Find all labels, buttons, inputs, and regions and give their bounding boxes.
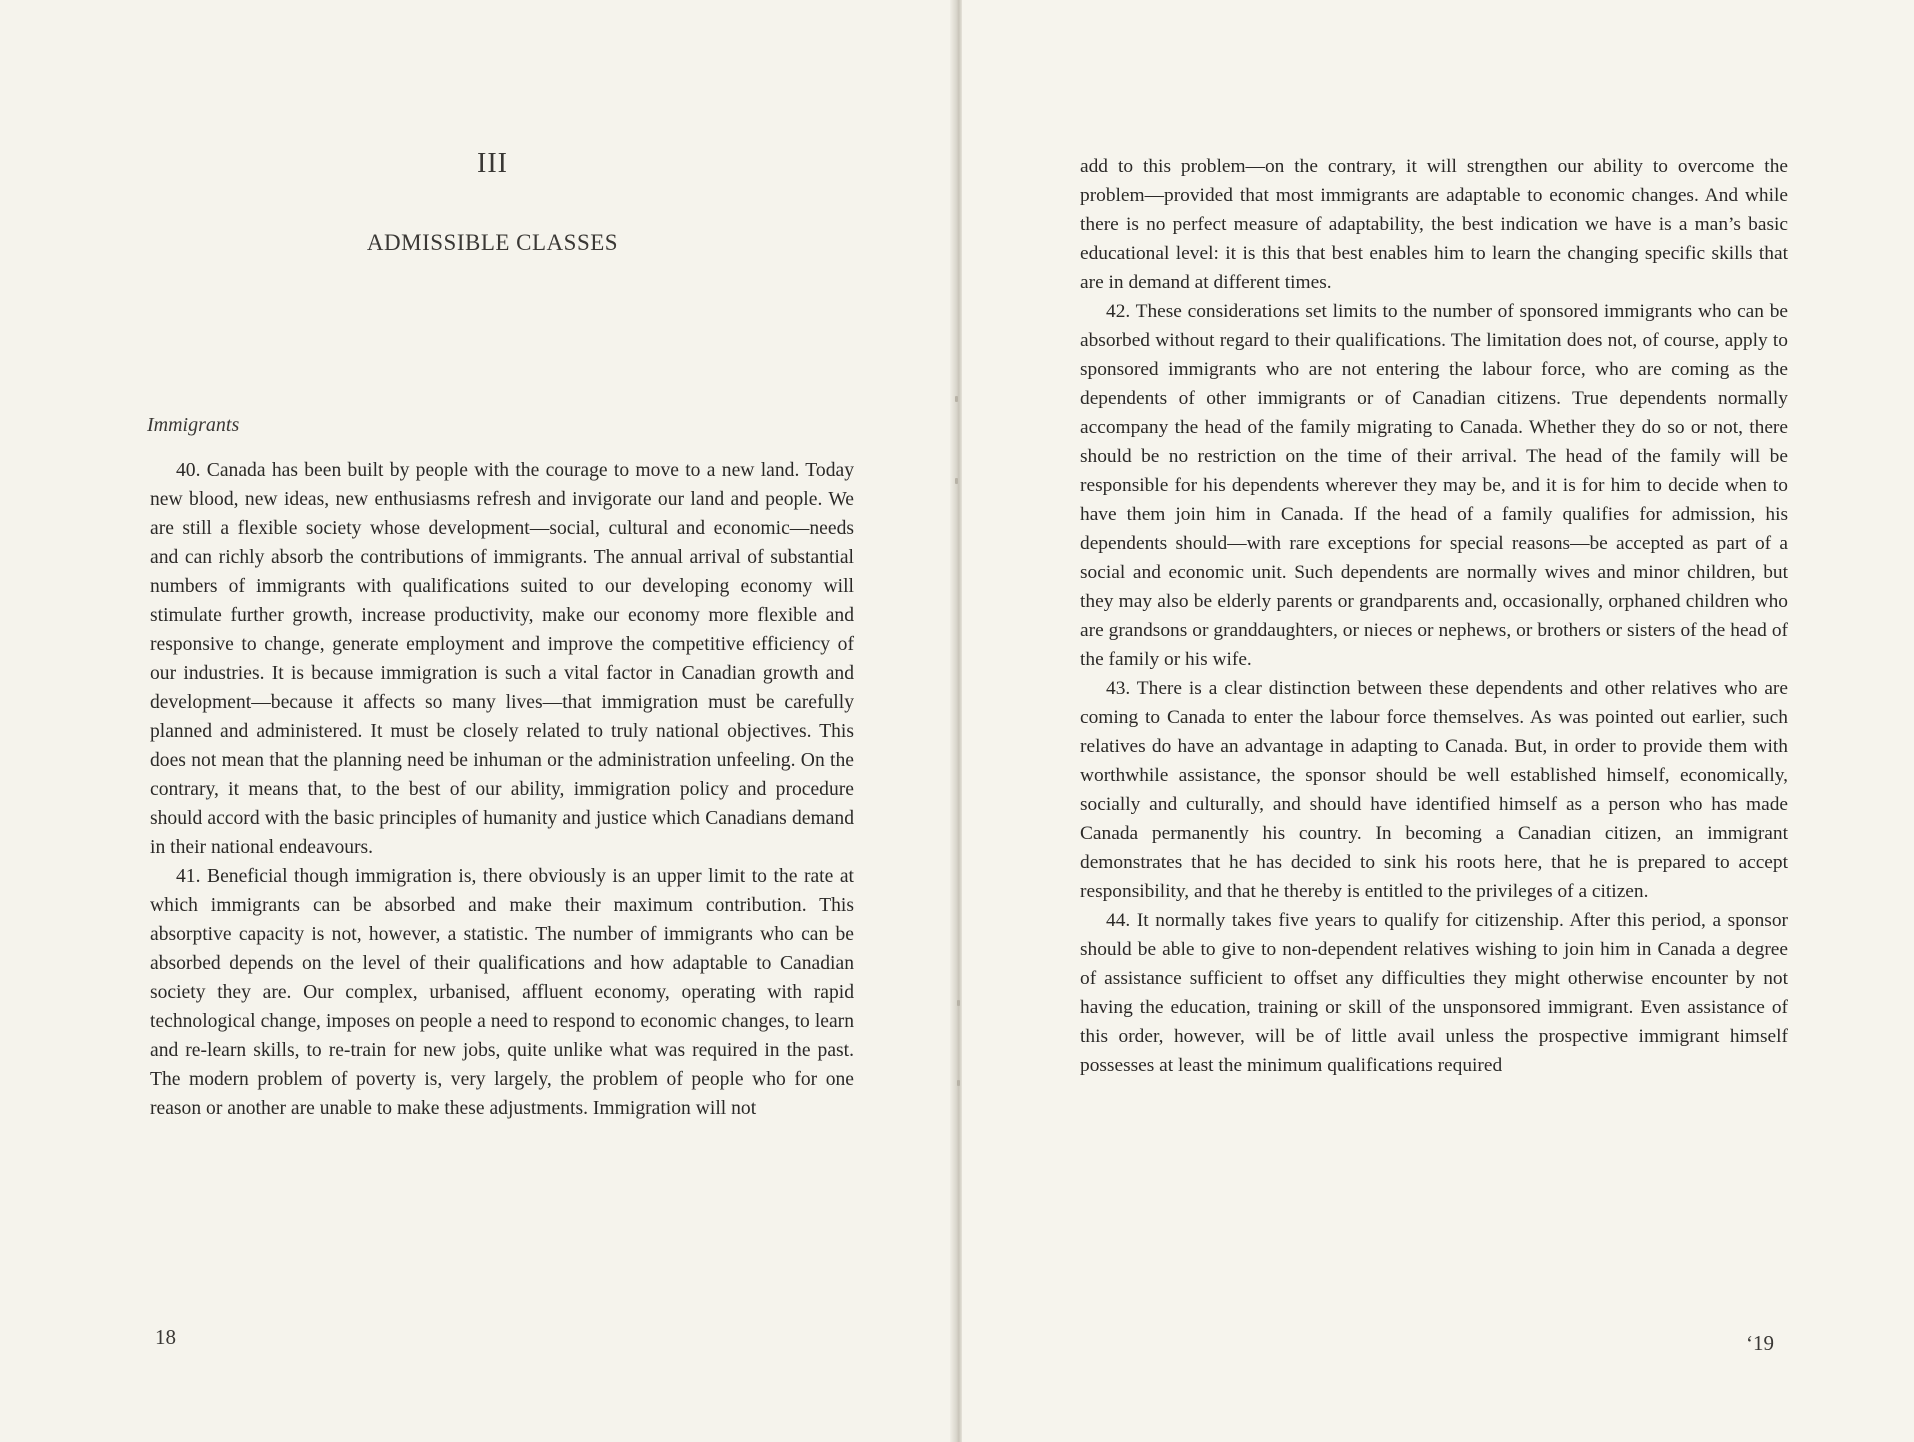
paragraph-41-continued: add to this problem—on the contrary, it will strengthen our ability to overcome the problem—provided that most immigrants are adaptable to economic changes. And while there is no perfect measure of adaptability, the best indication we have is a man’s basic educational level: it is this that best enables him to learn the changing specific skills that are in demand at different times. bbox=[1080, 156, 1788, 293]
binding-mark bbox=[957, 1080, 960, 1086]
page-number-right: ʻ19 bbox=[1746, 1331, 1774, 1355]
paragraph-40: 40. Canada has been built by people with the courage to move to a new land. Today new blood, new ideas, new enthusiasms refresh and invigorate our land and people. We are still a flexible society whose development—social, cultural and economic—needs and can richly absorb the contributions of immigrants. The annual arrival of substantial numbers of immigrants with qualifications suited to our developing economy will stimulate further growth, increase productivity, make our economy more flexible and responsive to change, generate employment and improve the competitive efficiency of our industries. It is because immigration is such a vital factor in Canadian growth and development—because it affects so many lives—that immigration must be carefully planned and administered. It must be closely related to truly national objectives. This does not mean that the planning need be inhuman or the administration unfeeling. On the contrary, it means that, to the best of our ability, immigration policy and procedure should accord with the basic principles of humanity and justice which Canadians demand in their national endeavours. bbox=[150, 460, 854, 858]
paragraph-42: 42. These considerations set limits to the number of sponsored immigrants who can be absorbed without regard to their qualifications. The limitation does not, of course, apply to sponsored immigrants who are not entering the labour force, who are coming as the dependents of other immigrants or of Canadian citizens. True dependents normally accompany the head of the family migrating to Canada. Whether they do so or not, there should be no restriction on the time of their arrival. The head of the family will be responsible for his dependents wherever they may be, and it is for him to decide when to have them join him in Canada. If the head of a family qualifies for admission, his dependents should—with rare exceptions for special reasons—be accepted as part of a social and economic unit. Such dependents are normally wives and minor children, but they may also be elderly parents or grandparents and, occasionally, orphaned children who are grandsons or granddaughters, or nieces or nephews, or brothers or sisters of the head of the family or his wife. bbox=[1080, 301, 1788, 670]
page-number-left: 18 bbox=[155, 1325, 176, 1349]
paragraph-44: 44. It normally takes five years to qualify for citizenship. After this period, a sponsor should be able to give to non-dependent relatives wishing to join him in Canada a degree of assistance sufficient to offset any difficulties they might otherwise encounter by not having the education, training or skill of the unsponsored immigrant. Even assistance of this order, however, will be of little avail unless the prospective immigrant himself possesses at least the minimum qualifications required bbox=[1080, 910, 1788, 1076]
paragraph-43: 43. There is a clear distinction between these dependents and other relatives who are coming to Canada to enter the labour force themselves. As was pointed out earlier, such relatives do have an advantage in adapting to Canada. But, in order to provide them with worthwhile assistance, the sponsor should be well established himself, economically, socially and culturally, and should have identified himself as a person who has made Canada permanently his country. In becoming a Canadian citizen, an immigrant demonstrates that he has decided to sink his roots here, that he is prepared to accept responsibility, and that he thereby is entitled to the privileges of a citizen. bbox=[1080, 678, 1788, 902]
right-page bbox=[962, 0, 1914, 1442]
chapter-number: III bbox=[477, 148, 508, 179]
binding-mark bbox=[957, 1000, 960, 1006]
paragraph-41: 41. Beneficial though immigration is, there obviously is an upper limit to the rate at which immigrants can be absorbed and make their maximum contribution. This absorptive capacity is not, however, a statistic. The number of immigrants who can be absorbed depends on the level of their qualifications and how adaptable to Canadian society they are. Our complex, urbanised, affluent economy, operating with rapid technological change, imposes on people a need to respond to economic changes, to learn and re-learn skills, to re-train for new jobs, quite unlike what was required in the past. The modern problem of poverty is, very largely, the problem of people who for one reason or another are unable to make these adjustments. Immigration will not bbox=[150, 866, 854, 1119]
binding-mark bbox=[955, 478, 958, 484]
section-heading: Immigrants bbox=[147, 414, 240, 436]
right-body-text bbox=[1080, 152, 1788, 1080]
left-body-text bbox=[150, 456, 854, 1123]
chapter-title: ADMISSIBLE CLASSES bbox=[366, 230, 619, 255]
binding-mark bbox=[955, 396, 958, 402]
